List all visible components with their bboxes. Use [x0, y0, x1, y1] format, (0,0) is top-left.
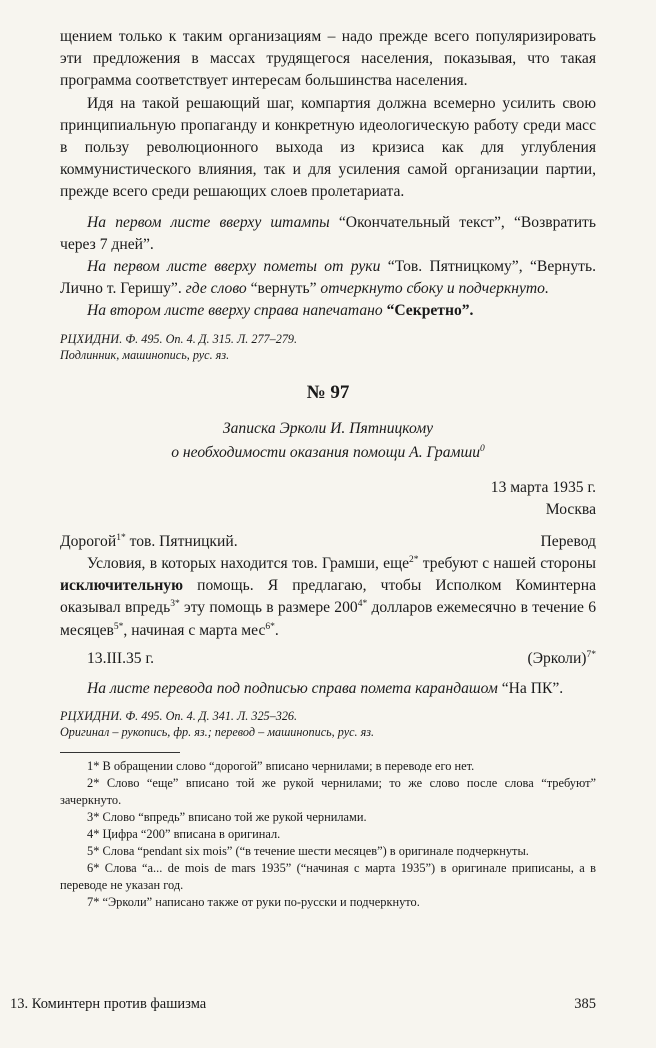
note-value: “Тов. Пятницкому”, “Вернуть. Лично т. Геришу”.	[60, 258, 597, 298]
document-page	[60, 26, 596, 911]
footnote-4: 4* Цифра “200” вписана в оригинал.	[87, 827, 281, 842]
note-label: На первом листе вверху пометы от руки	[87, 258, 388, 276]
archive-description: Оригинал – рукопись, фр. яз.; перевод – машинопись, рус. яз.	[60, 725, 375, 740]
footnote-divider	[60, 752, 180, 753]
document-title-line2: о необходимости оказания помощи А. Грамши$^0$	[171, 443, 485, 461]
footnote-3: 3* Слово “впредь” вписано той же рукой чернилами.	[87, 810, 367, 825]
footnote-2: 2* Слово “еще” вписано той же рукой чернилами; то же слово после слова “требуют” зачеркнуто.	[60, 776, 596, 808]
source-reference-96	[60, 331, 596, 363]
signature-date: 13.III.35 г.	[87, 649, 154, 667]
document-date: 13 марта 1935 г.	[490, 478, 596, 496]
archival-note-handwritten	[60, 256, 596, 300]
section-title: 13. Коминтерн против фашизма	[10, 996, 207, 1012]
page-footer	[10, 996, 596, 1013]
source-reference-97	[60, 708, 596, 740]
note-value: “Окончательный текст”, “Возвратить через 7 дней”.	[60, 213, 596, 253]
signature: (Эрколи)$^{7*}$	[527, 649, 596, 667]
archival-note-pencil: На листе перевода под подписью справа помета карандашом “На ПК”.	[87, 679, 564, 697]
document-place: Москва	[545, 500, 596, 518]
translation-label: Перевод	[540, 533, 596, 551]
document-title-line1: Записка Эрколи И. Пятницкому	[222, 419, 434, 437]
page-number: 385	[574, 996, 596, 1012]
note-label: На втором листе вверху справа напечатано	[87, 302, 387, 320]
letter-body: Условия, в которых находится тов. Грамши, еще$^{2*}$ требуют с нашей стороны исключительную помощь. Я предлагаю, чтобы Исполком Коминтерна оказывал впредь$^{3*}$ эту помощь в размере $200^{4*}$ долларов ежемесячно в течение 6 месяцев$^{5*}$, начиная с марта мес$^{6*}$.	[60, 554, 597, 639]
archive-citation: РЦХИДНИ. Ф. 495. Оп. 4. Д. 341. Л. 325–326.	[60, 709, 298, 724]
signature-row	[60, 648, 596, 670]
paragraph-party-propaganda: Идя на такой решающий шаг, компартия должна всемерно усилить свою принципиальную пропаганду и конкретную идеологическую работу среди масс в пользу революционного выхода из кризиса как для углубления коммунистического влияния, так и для усиления самой организации партии, прежде всего среди решающих слоев пролетариата.	[60, 94, 596, 201]
greeting-row	[60, 531, 596, 553]
footnote-1: 1* В обращении слово “дорогой” вписано чернилами; в переводе его нет.	[87, 759, 475, 774]
paragraph-continuation: щением только к таким организациям – надо прежде всего популяризировать эти предложения в массах трудящегося населения, показывая, что такая программа соответствует интересам большинства населения.	[60, 28, 596, 90]
archive-description: Подлинник, машинопись, рус. яз.	[60, 347, 230, 362]
footnote-5: 5* Слова “pendant six mois” (“в течение шести месяцев”) в оригинале подчеркнуты.	[87, 844, 529, 859]
footnote-7: 7* “Эрколи” написано также от руки по-русски и подчеркнуто.	[87, 895, 420, 910]
footnote-6: 6* Слова “a... de mois de mars 1935” (“начиная с марта 1935”) в оригинале приписаны, а в переводе не указан год.	[60, 861, 596, 893]
document-number: № 97	[306, 381, 350, 403]
note-label: На первом листе вверху штампы	[87, 213, 339, 231]
secret-mark: “Секретно”.	[386, 302, 474, 320]
greeting: Дорогой$^{1*}$ тов. Пятницкий.	[60, 532, 238, 551]
note-label: где слово	[181, 280, 251, 298]
archive-citation: РЦХИДНИ. Ф. 495. Оп. 4. Д. 315. Л. 277–279.	[60, 331, 298, 346]
archival-note-stamps	[60, 212, 596, 256]
footnotes	[60, 758, 596, 911]
note-label: отчеркнуто сбоку и подчеркнуто.	[316, 280, 549, 298]
note-value: “вернуть”	[250, 280, 317, 298]
archival-note-secret	[60, 300, 596, 322]
